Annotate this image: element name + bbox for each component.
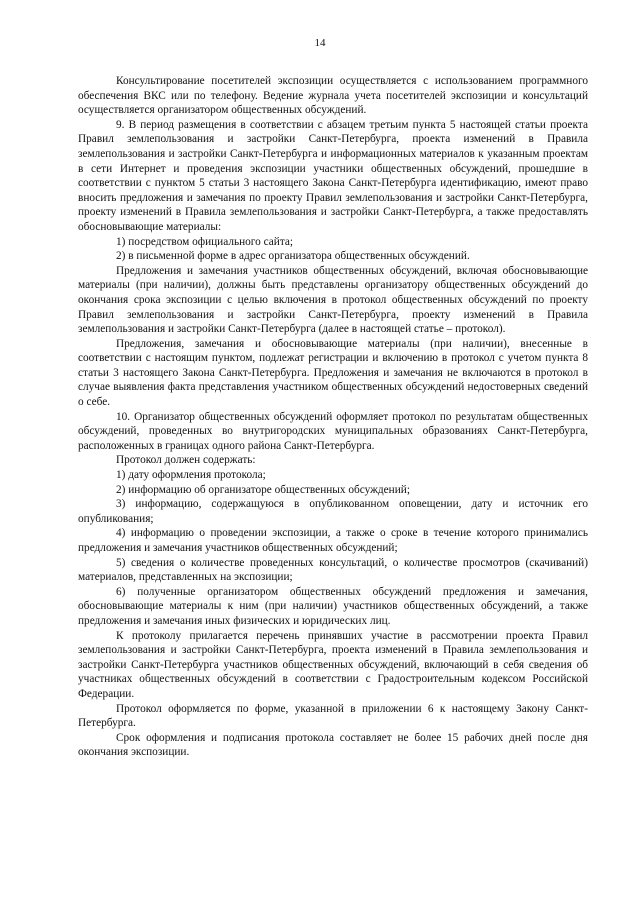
list-item-official-site: 1) посредством официального сайта; — [116, 235, 294, 248]
paragraph-consultation: Консультирование посетителей экспозиции осуществляется с использованием программного обеспечения ВКС или по телефону. Ведение журнала учета посетителей экспозиции и консультаций осуществляется организатором общественных обсуждений. — [78, 75, 588, 117]
list-item-exposition-info: 4) информацию о проведении экспозиции, а также о сроке в течение которого принимались предложения и замечания участников общественных обсуждений; — [78, 527, 588, 554]
list-item-written-form: 2) в письменной форме в адрес организатора общественных обсуждений. — [116, 250, 470, 263]
list-item-notice-info: 3) информацию, содержащуюся в опубликованном оповещении, дату и источник его опубликования; — [78, 498, 588, 525]
page-number: 14 — [314, 37, 326, 49]
list-item-protocol-date: 1) дату оформления протокола; — [116, 469, 266, 482]
paragraph-clause-9: 9. В период размещения в соответствии с абзацем третьим пункта 5 настоящей статьи проекта Правил землепользования и застройки Санкт-Петербурга, проекта изменений в Правила землепользования и застройки Санкт-Петербурга и информационных материалов к указанным проектам в сети Интернет и проведения экспозиции участники общественных обсуждений, прошедшие в соответствии с пунктом 5 статьи 3 настоящего Закона Санкт-Петербурга идентификацию, имеют право вносить предложения и замечания по проекту Правил землепользования и застройки Санкт-Петербурга, проекту изменений в Правила землепользования и застройки Санкт-Петербурга, а также предоставлять обосновывающие материалы: — [78, 118, 588, 233]
paragraph-protocol-deadline: Срок оформления и подписания протокола составляет не более 15 рабочих дней после дня окончания экспозиции. — [78, 731, 588, 759]
list-item-received-proposals: 6) полученные организатором общественных обсуждений предложения и замечания, обосновывающие материалы к ним (при наличии) участников общественных обсуждений, а также предложения и замечания иных физических и юридических лиц. — [78, 585, 588, 627]
paragraph-participants-list: К протоколу прилагается перечень принявших участие в рассмотрении проекта Правил землепользования и застройки Санкт-Петербурга, проекта изменений в Правила землепользования и застройки Санкт-Петербурга участников общественных обсуждений, включающий в себя сведения об участниках общественных обсуждений в соответствии с Градостроительным кодексом Российской Федерации. — [78, 629, 588, 700]
paragraph-protocol-form: Протокол оформляется по форме, указанной в приложении 6 к настоящему Закону Санкт-Петербурга. — [78, 702, 588, 730]
paragraph-clause-10: 10. Организатор общественных обсуждений оформляет протокол по результатам общественных обсуждений, проведенных во внутригородских муниципальных образованиях Санкт-Петербурга, расположенных в границах одного района Санкт-Петербурга. — [78, 410, 588, 452]
paragraph-registration: Предложения, замечания и обосновывающие материалы (при наличии), внесенные в соответствии с настоящим пунктом, подлежат регистрации и включению в протокол с учетом пункта 8 статьи 3 настоящего Закона Санкт-Петербурга. Предложения и замечания не включаются в протокол в случае выявления факта представления участником общественных обсуждений недостоверных сведений о себе. — [78, 337, 588, 409]
list-item-consultation-count: 5) сведения о количестве проведенных консультаций, о количестве просмотров (скачиваний) материалов, представленных на экспозиции; — [78, 556, 588, 584]
paragraph-protocol-contents: Протокол должен содержать: — [116, 454, 256, 467]
paragraph-proposals-deadline: Предложения и замечания участников общественных обсуждений, включая обосновывающие материалы (при наличии), должны быть представлены организатору общественных обсуждений до окончания срока экспозиции с целью включения в протокол общественных обсуждений по проекту Правил землепользования и застройки Санкт-Петербурга, проекту изменений в Правила землепользования и застройки Санкт-Петербурга (далее в настоящей статье – протокол). — [78, 264, 588, 336]
document-body — [78, 74, 588, 760]
list-item-organizer-info: 2) информацию об организаторе общественных обсуждений; — [116, 483, 410, 496]
